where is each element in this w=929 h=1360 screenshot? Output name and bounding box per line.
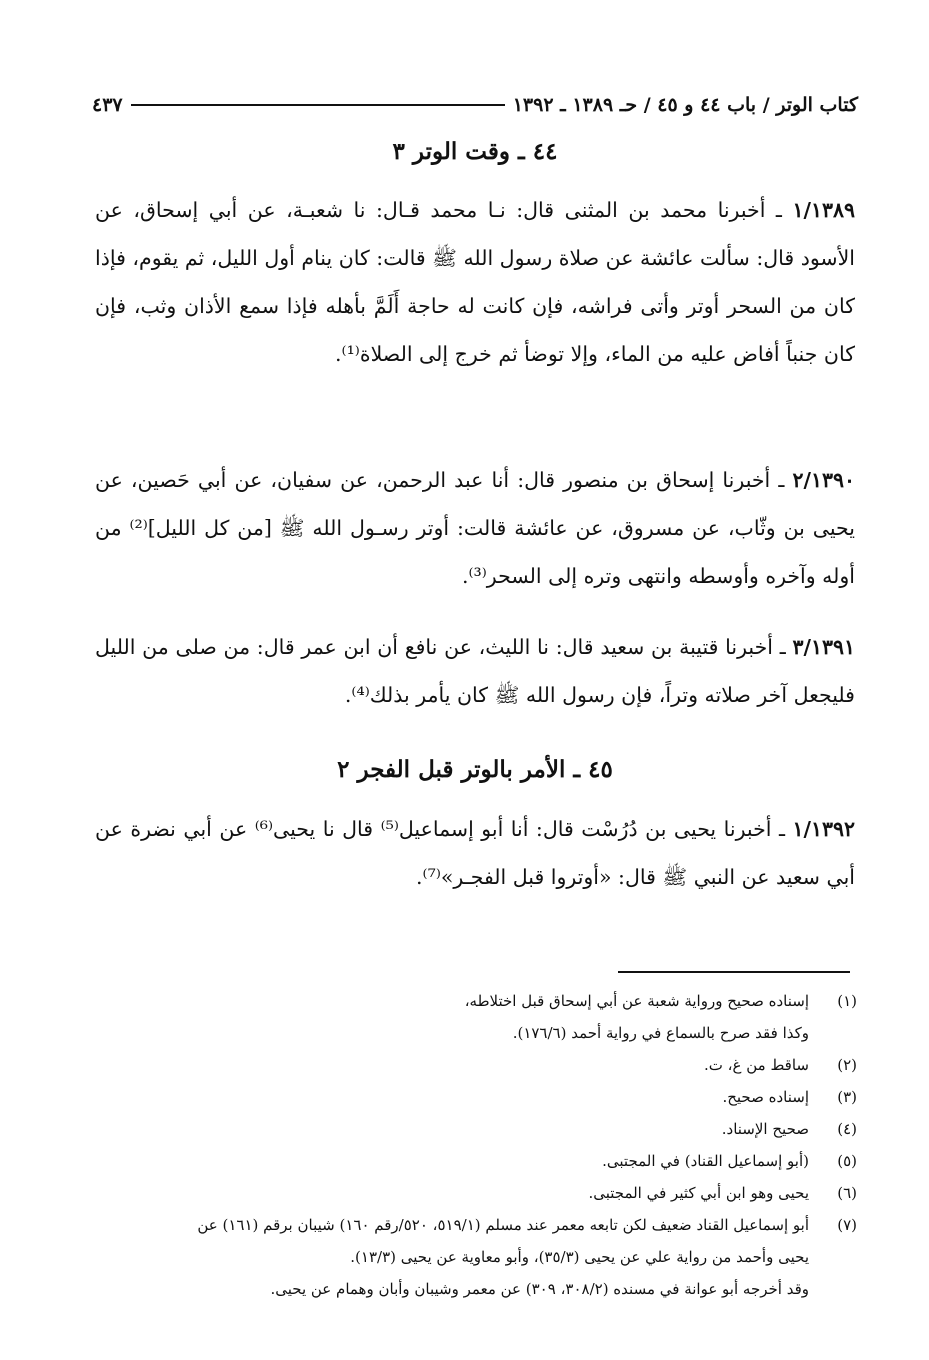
footnote-1 [92,985,857,1049]
footnote-marker: (٣) [837,1088,857,1106]
hadith-number: ٣/١٣٩١ [792,635,855,659]
hadith-number: ٢/١٣٩٠ [792,468,855,492]
footnote-marker: (٦) [837,1184,857,1202]
footnote-3 [92,1081,857,1113]
hadith-text: ـ أخبرنا يحيى بن دُرُسْت قال: أنا أبو إسماعيل⁽⁵⁾ قال نا يحيى⁽⁶⁾ عن أبي نضرة عن أبي سعيد عن النبي ﷺ قال: «أوتروا قبل الفجـر»⁽⁷⁾. [95,817,855,889]
footnote-line: وقد أخرجه أبو عوانة في مسنده (٣٠٨/٢، ٣٠٩) عن معمر وشيبان وأبان وهمام عن يحيى. [270,1280,809,1298]
hadith-text: ـ أخبرنا محمد بن المثنى قال: نـا محمد قـال: نا شعبـة، عن أبي إسحاق، عن الأسود قال: سألت عائشة عن صلاة رسول الله ﷺ قالت: كان ينام أول الليل، ثم يقوم، فإذا كان من السحر أوتر وأتى فراشه، فإن كانت له حاجة أَلَمَّ بأهله فإذا سمع الأذان وثب، فإن كان جنباً أفاض عليه من الماء، وإلا توضأ ثم خرج إلى الصلاة⁽¹⁾. [95,198,855,366]
footnote-line: ساقط من غ، ت. [704,1056,809,1074]
footnote-text [92,1177,809,1209]
footnote-marker: (٥) [837,1152,857,1170]
footnote-7 [92,1209,857,1305]
page-number: ٤٣٧ [92,94,123,116]
footnote-line: يحيى وهو ابن أبي كثير في المجتبى. [588,1184,809,1202]
hadith-text: ـ أخبرنا إسحاق بن منصور قال: أنا عبد الرحمن، عن سفيان، عن أبي حَصين، عن يحيى بن وثّاب، عن مسروق، عن عائشة قالت: أوتر رسـول الله ﷺ [من كل الليل]⁽²⁾ من أوله وآخره وأوسطه وانتهى وتره إلى السحر⁽³⁾. [95,468,855,588]
paragraph-1389 [95,186,855,378]
footnote-marker: (٧) [837,1216,857,1234]
footnote-line: يحيى وأحمد من رواية علي عن يحيى (٣٥/٣)، وأبو معاوية عن يحيى (١٣/٣). [350,1248,809,1266]
footnote-line: إسناده صحيح. [722,1088,809,1106]
footnote-marker: (٤) [837,1120,857,1138]
footnote-line: (أبو إسماعيل القناد) في المجتبى. [602,1152,809,1170]
footnote-5 [92,1145,857,1177]
section-title-45: ٤٥ ـ الأمر بالوتر قبل الفجر ٢ [337,756,613,783]
paragraph-1390 [95,456,855,600]
footnote-separator [618,971,850,973]
footnote-marker: (٢) [837,1056,857,1074]
section-title-44: ٤٤ ـ وقت الوتر ٣ [392,138,558,165]
footnote-text [92,1113,809,1145]
footnotes [92,985,857,1305]
hadith-number: ١/١٣٨٩ [792,198,855,222]
footnote-6 [92,1177,857,1209]
footnote-marker: (١) [837,992,857,1010]
footnote-text [92,1209,809,1305]
footnote-line: وكذا فقد صرح بالسماع في رواية أحمد (١٧٦/٦). [512,1024,809,1042]
hadith-number: ١/١٣٩٢ [792,817,855,841]
paragraph-1391 [95,623,855,719]
footnote-line: صحيح الإسناد. [721,1120,809,1138]
footnote-text [92,1081,809,1113]
footnote-line: إسناده صحيح ورواية شعبة عن أبي إسحاق قبل اختلاطه، [464,992,809,1010]
footnote-4 [92,1113,857,1145]
running-header [92,90,858,120]
header-rule [131,104,505,106]
footnote-text [92,1145,809,1177]
hadith-text: ـ أخبرنا قتيبة بن سعيد قال: نا الليث، عن نافع أن ابن عمر قال: من صلى من الليل فليجعل آخر صلاته وتراً، فإن رسول الله ﷺ كان يأمر بذلك⁽⁴⁾. [95,635,855,707]
running-title: كتاب الوتر / باب ٤٤ و ٤٥ / حـ ١٣٨٩ ـ ١٣٩٢ [512,94,858,116]
footnote-text [92,1049,809,1081]
footnote-text [92,985,809,1049]
footnote-2 [92,1049,857,1081]
paragraph-1392 [95,805,855,901]
footnote-line: أبو إسماعيل القناد ضعيف لكن تابعه معمر عند مسلم (٥١٩/١، ٥٢٠/رقم ١٦٠) شيبان برقم (١٦١) عن [197,1216,809,1234]
